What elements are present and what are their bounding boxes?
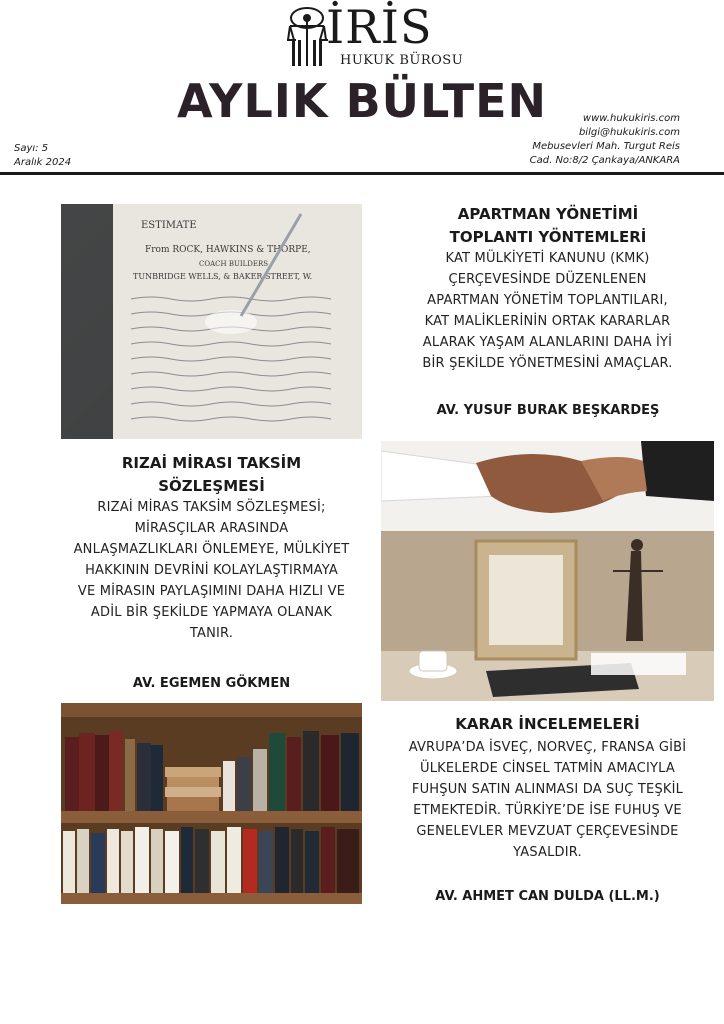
article-2-title: RIZAİ MİRASI TAKSİM SÖZLEŞMESİ: [121, 454, 302, 495]
document-photo: [61, 204, 362, 439]
doc-estimate: ESTIMATE: [141, 220, 197, 231]
issue-date: Aralık 2024: [14, 157, 72, 168]
document-illustration: [61, 204, 362, 439]
handshake-photo: [381, 441, 714, 701]
logo-name: İRİS: [326, 0, 433, 54]
article-1-author: AV. YUSUF BURAK BEŞKARDEŞ: [436, 403, 660, 418]
bookshelf-illustration: [61, 703, 362, 904]
email-link[interactable]: bilgi@hukukiris.com: [578, 127, 680, 138]
address-line-2: Cad. No:8/2 Çankaya/ANKARA: [529, 155, 680, 166]
article-2-body: RIZAİ MİRAS TAKSİM SÖZLEŞMESİ; MİRASÇILAR ARASINDA ANLAŞMAZLIKLARI ÖNLEMEYE, MÜLKİYET HAKKININ DEVRİNİ KOLAYLAŞTIRMAYA VE MİRASIN PAYLAŞIMINI DAHA HIZLI VE ADİL BİR ŞEKİLDE YAPMAYA OLANAK TANIR.: [73, 500, 350, 641]
issue-number: Sayı: 5: [14, 143, 49, 154]
contact-info: [530, 112, 680, 168]
article-3-body: AVRUPA’DA İSVEÇ, NORVEÇ, FRANSA GİBİ ÜLKELERDE CİNSEL TATMİN AMACIYLA FUHŞUN SATIN ALINMASI DA SUÇ TEŞKİL ETMEKTEDİR. TÜRKİYE’DE İSE FUHUŞ VE GENELEVLER MEVZUAT ÇERÇEVESİNDE YASALDIR.: [408, 740, 687, 860]
handshake-illustration: [381, 441, 714, 701]
address-line-1: Mebusevleri Mah. Turgut Reis: [532, 141, 680, 152]
article-1-body: KAT MÜLKİYETİ KANUNU (KMK) ÇERÇEVESİNDE DÜZENLENEN APARTMAN YÖNETİM TOPLANTILARI, KAT MALİKLERİNİN ORTAK KARARLAR ALARAK YAŞAM ALANLARINI DAHA İYİ BİR ŞEKİLDE YÖNETMESİNİ AMAÇLAR.: [422, 251, 673, 371]
doc-address: TUNBRIDGE WELLS, & BAKER STREET, W.: [133, 272, 313, 281]
issue-info: [14, 142, 71, 170]
article-3-author: AV. AHMET CAN DULDA (LL.M.): [435, 889, 660, 904]
doc-from: From ROCK, HAWKINS & THORPE,: [145, 245, 311, 255]
article-1-title: APARTMAN YÖNETİMİ TOPLANTI YÖNTEMLERİ: [449, 205, 647, 246]
doc-coach: COACH BUILDERS: [199, 260, 269, 268]
article-3-title: KARAR İNCELEMELERİ: [455, 715, 640, 733]
logo-subtitle: HUKUK BÜROSU: [340, 53, 464, 68]
website-link[interactable]: www.hukukiris.com: [582, 113, 680, 124]
article-2-author: AV. EGEMEN GÖKMEN: [132, 676, 291, 691]
header-divider: [0, 172, 724, 175]
bulletin-title: AYLIK BÜLTEN: [176, 74, 547, 128]
bookshelf-photo: [61, 703, 362, 904]
